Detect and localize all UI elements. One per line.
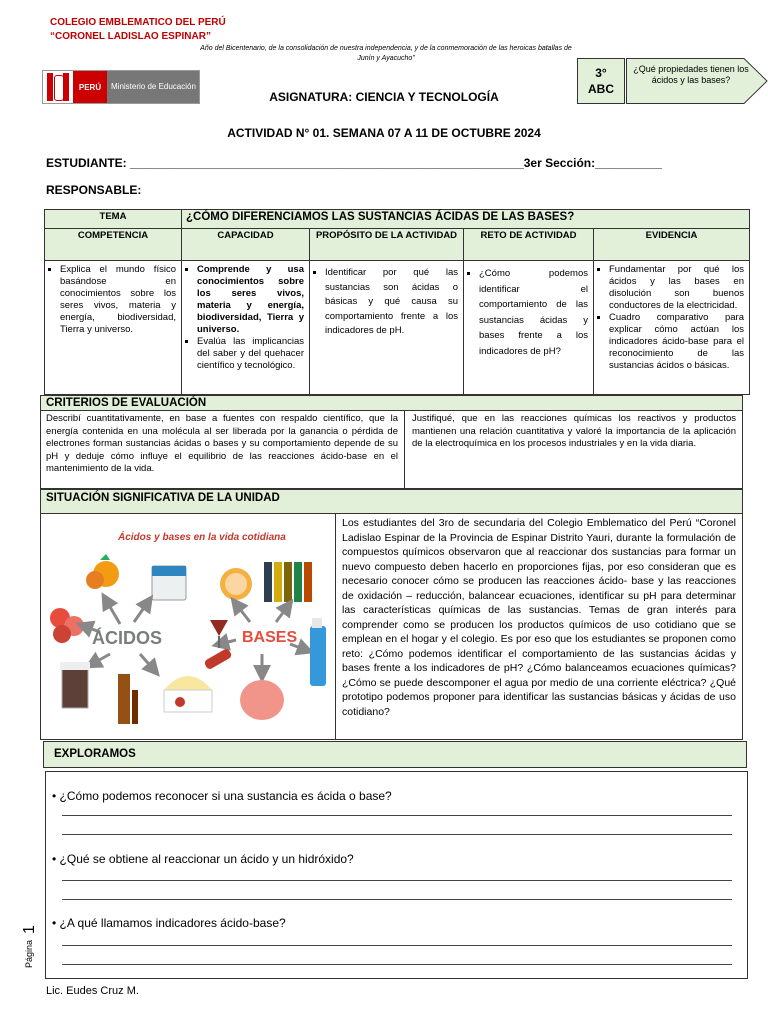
page-number-vertical: [18, 918, 38, 970]
evidencia-1: ▪ Fundamentar por qué los ácidos y las bases en disolución son buenos conductores de la electricidad.: [609, 264, 744, 312]
tema-label: TEMA: [45, 210, 182, 229]
logo-ministry: Ministerio de Educación: [107, 71, 199, 103]
acids-bases-illustration: [40, 514, 336, 740]
situacion-text: Los estudiantes del 3ro de secundaria del Colegio Emblematico del Perú “Coronel Ladislao Espinar de la Provincia de Espinar Distrito Yauri, durante la formulación de compuestos químicos observaron que al reaccionar dos sustancias para formar un nuevo compuesto deben hacerlo en proporciones fijas, por eso consideran que es necesario conocer cómo se producen las reacciones ácido- base y las reacciones de oxidación – reducción, balancear ecuaciones, identificar su pH para determinar las características químicas de las sustancias. Temas de gran interés para comprender como se producen los productos químicos de uso cotidiano que se emplean en el hogar y el colegio. Es por eso que los estudiantes se proponen como reto: ¿Cómo podemos identificar el comportamiento de las sustancias ácidas y bases frente a los indicadores de pH? ¿Cómo balanceamos ecuaciones químicas? ¿Cómo se puede descomponer el agua por medio de una corriente eléctrica? ¿Qué prototipo podemos proponer para identificar las sustancias básicas y ácidas de uso cotidiano?: [342, 517, 736, 718]
school-subname: “CORONEL LADISLAO ESPINAR”: [50, 31, 211, 42]
answer-line[interactable]: [62, 964, 732, 965]
reto-text: ▪ ¿Cómo podemos identificar el comportamiento de las sustancias ácidas y bases frente a los indicadores de pH?: [479, 266, 588, 359]
situacion-title: SITUACIÓN SIGNIFICATIVA DE LA UNIDAD: [40, 489, 743, 514]
author: Lic. Eudes Cruz M.: [46, 985, 139, 997]
question-banner: ¿Qué propiedades tienen los ácidos y las bases?: [633, 64, 749, 85]
evidencia-2: ▪ Cuadro comparativo para explicar cómo actúan los indicadores ácido-base para el reconocimiento de las sustancias ácidos o básicas.: [609, 312, 744, 372]
answer-line[interactable]: [62, 815, 732, 816]
grade: 3°: [595, 66, 607, 80]
question-3: • ¿A qué llamamos indicadores ácido-base?: [52, 916, 286, 930]
header-reto: RETO DE ACTIVIDAD: [464, 229, 594, 261]
competencia-text: ▪ Explica el mundo físico basándose en conocimientos sobre los seres vivos, materia y energía, biodiversidad, Tierra y universo.: [60, 264, 176, 336]
illustration-title: Ácidos y bases en la vida cotidiana: [118, 532, 286, 543]
logo-country: PERÚ: [73, 71, 107, 103]
answer-line[interactable]: [62, 899, 732, 900]
proposito-text: ▪ Identificar por qué las sustancias son ácidas o básicas y qué causa su comportamiento frente a los indicadores de pH.: [325, 266, 458, 339]
criterio-left: Describí cuantitativamente, en base a fuentes con respaldo científico, que la energía contenida en una molécula al ser liberada por la ganancia o pérdida de electrones forman sustancias ácidas o bases y su comportamiento depende de su pH y deduje cómo influye el equilibrio de las reacciones ácido-base en el mantenimiento de la vida.: [46, 413, 398, 474]
question-1-text: ¿Cómo podemos reconocer si una sustancia es ácida o base?: [59, 789, 392, 803]
exploramos-title: EXPLORAMOS: [43, 741, 747, 768]
tema-value: ¿CÓMO DIFERENCIAMOS LAS SUSTANCIAS ÁCIDAS DE LAS BASES?: [182, 210, 750, 229]
page-label: Página: [24, 939, 34, 968]
illustration-acidos-label: ÁCIDOS: [92, 628, 163, 648]
criterio-right: Justifiqué, que en las reacciones químicas los reactivos y productos mantienen una relación cuantitativa y valoré la importancia de la aplicación de la electroquímica en los procesos industriales y en la vida diaria.: [412, 413, 736, 449]
school-name-block: [50, 16, 226, 44]
cell-evidencia: [594, 261, 750, 395]
cell-competencia: [45, 261, 182, 395]
question-3-text: ¿A qué llamamos indicadores ácido-base?: [59, 916, 286, 930]
capacidad-2: ▪ Evalúa las implicancias del saber y del quehacer científico y tecnológico.: [197, 336, 304, 372]
answer-line[interactable]: [62, 880, 732, 881]
capacidad-1: ▪ Comprende y usa conocimientos sobre los seres vivos, materia y energía, biodiversidad, Tierra y universo.: [197, 264, 304, 336]
criterios-title: CRITERIOS DE EVALUACIÓN: [40, 395, 743, 411]
school-name: COLEGIO EMBLEMATICO DEL PERÚ: [50, 17, 226, 28]
cell-proposito: [310, 261, 464, 395]
year-motto: Año del Bicentenario, de la consolidación de nuestra independencia, y de la conmemoración de las heroicas batallas de Junín y Ayacucho”: [200, 45, 572, 62]
question-2: • ¿Qué se obtiene al reaccionar un ácido y un hidróxido?: [52, 852, 354, 866]
activity-title: ACTIVIDAD N° 01. SEMANA 07 A 11 DE OCTUBRE 2024: [227, 126, 541, 140]
responsible-label: RESPONSABLE:: [46, 183, 142, 197]
question-2-text: ¿Qué se obtiene al reaccionar un ácido y un hidróxido?: [59, 852, 354, 866]
criterios-divider: [404, 411, 405, 489]
activity-table: [44, 209, 750, 395]
header-evidencia: EVIDENCIA: [594, 229, 750, 261]
question-1: • ¿Cómo podemos reconocer si una sustancia es ácida o base?: [52, 789, 392, 803]
cell-capacidad: [182, 261, 310, 395]
header-competencia: COMPETENCIA: [45, 229, 182, 261]
illustration-bases-label: BASES: [242, 629, 298, 646]
cell-reto: [464, 261, 594, 395]
student-line: ESTUDIANTE: ___________________________________________________________3er Sección:__________: [46, 156, 662, 170]
sections: ABC: [588, 82, 614, 96]
answer-line[interactable]: [62, 834, 732, 835]
subject-title: ASIGNATURA: CIENCIA Y TECNOLOGÍA: [269, 90, 499, 104]
header-proposito: PROPÓSITO DE LA ACTIVIDAD: [310, 229, 464, 261]
header-capacidad: CAPACIDAD: [182, 229, 310, 261]
page-number: 1: [21, 925, 38, 934]
answer-line[interactable]: [62, 945, 732, 946]
